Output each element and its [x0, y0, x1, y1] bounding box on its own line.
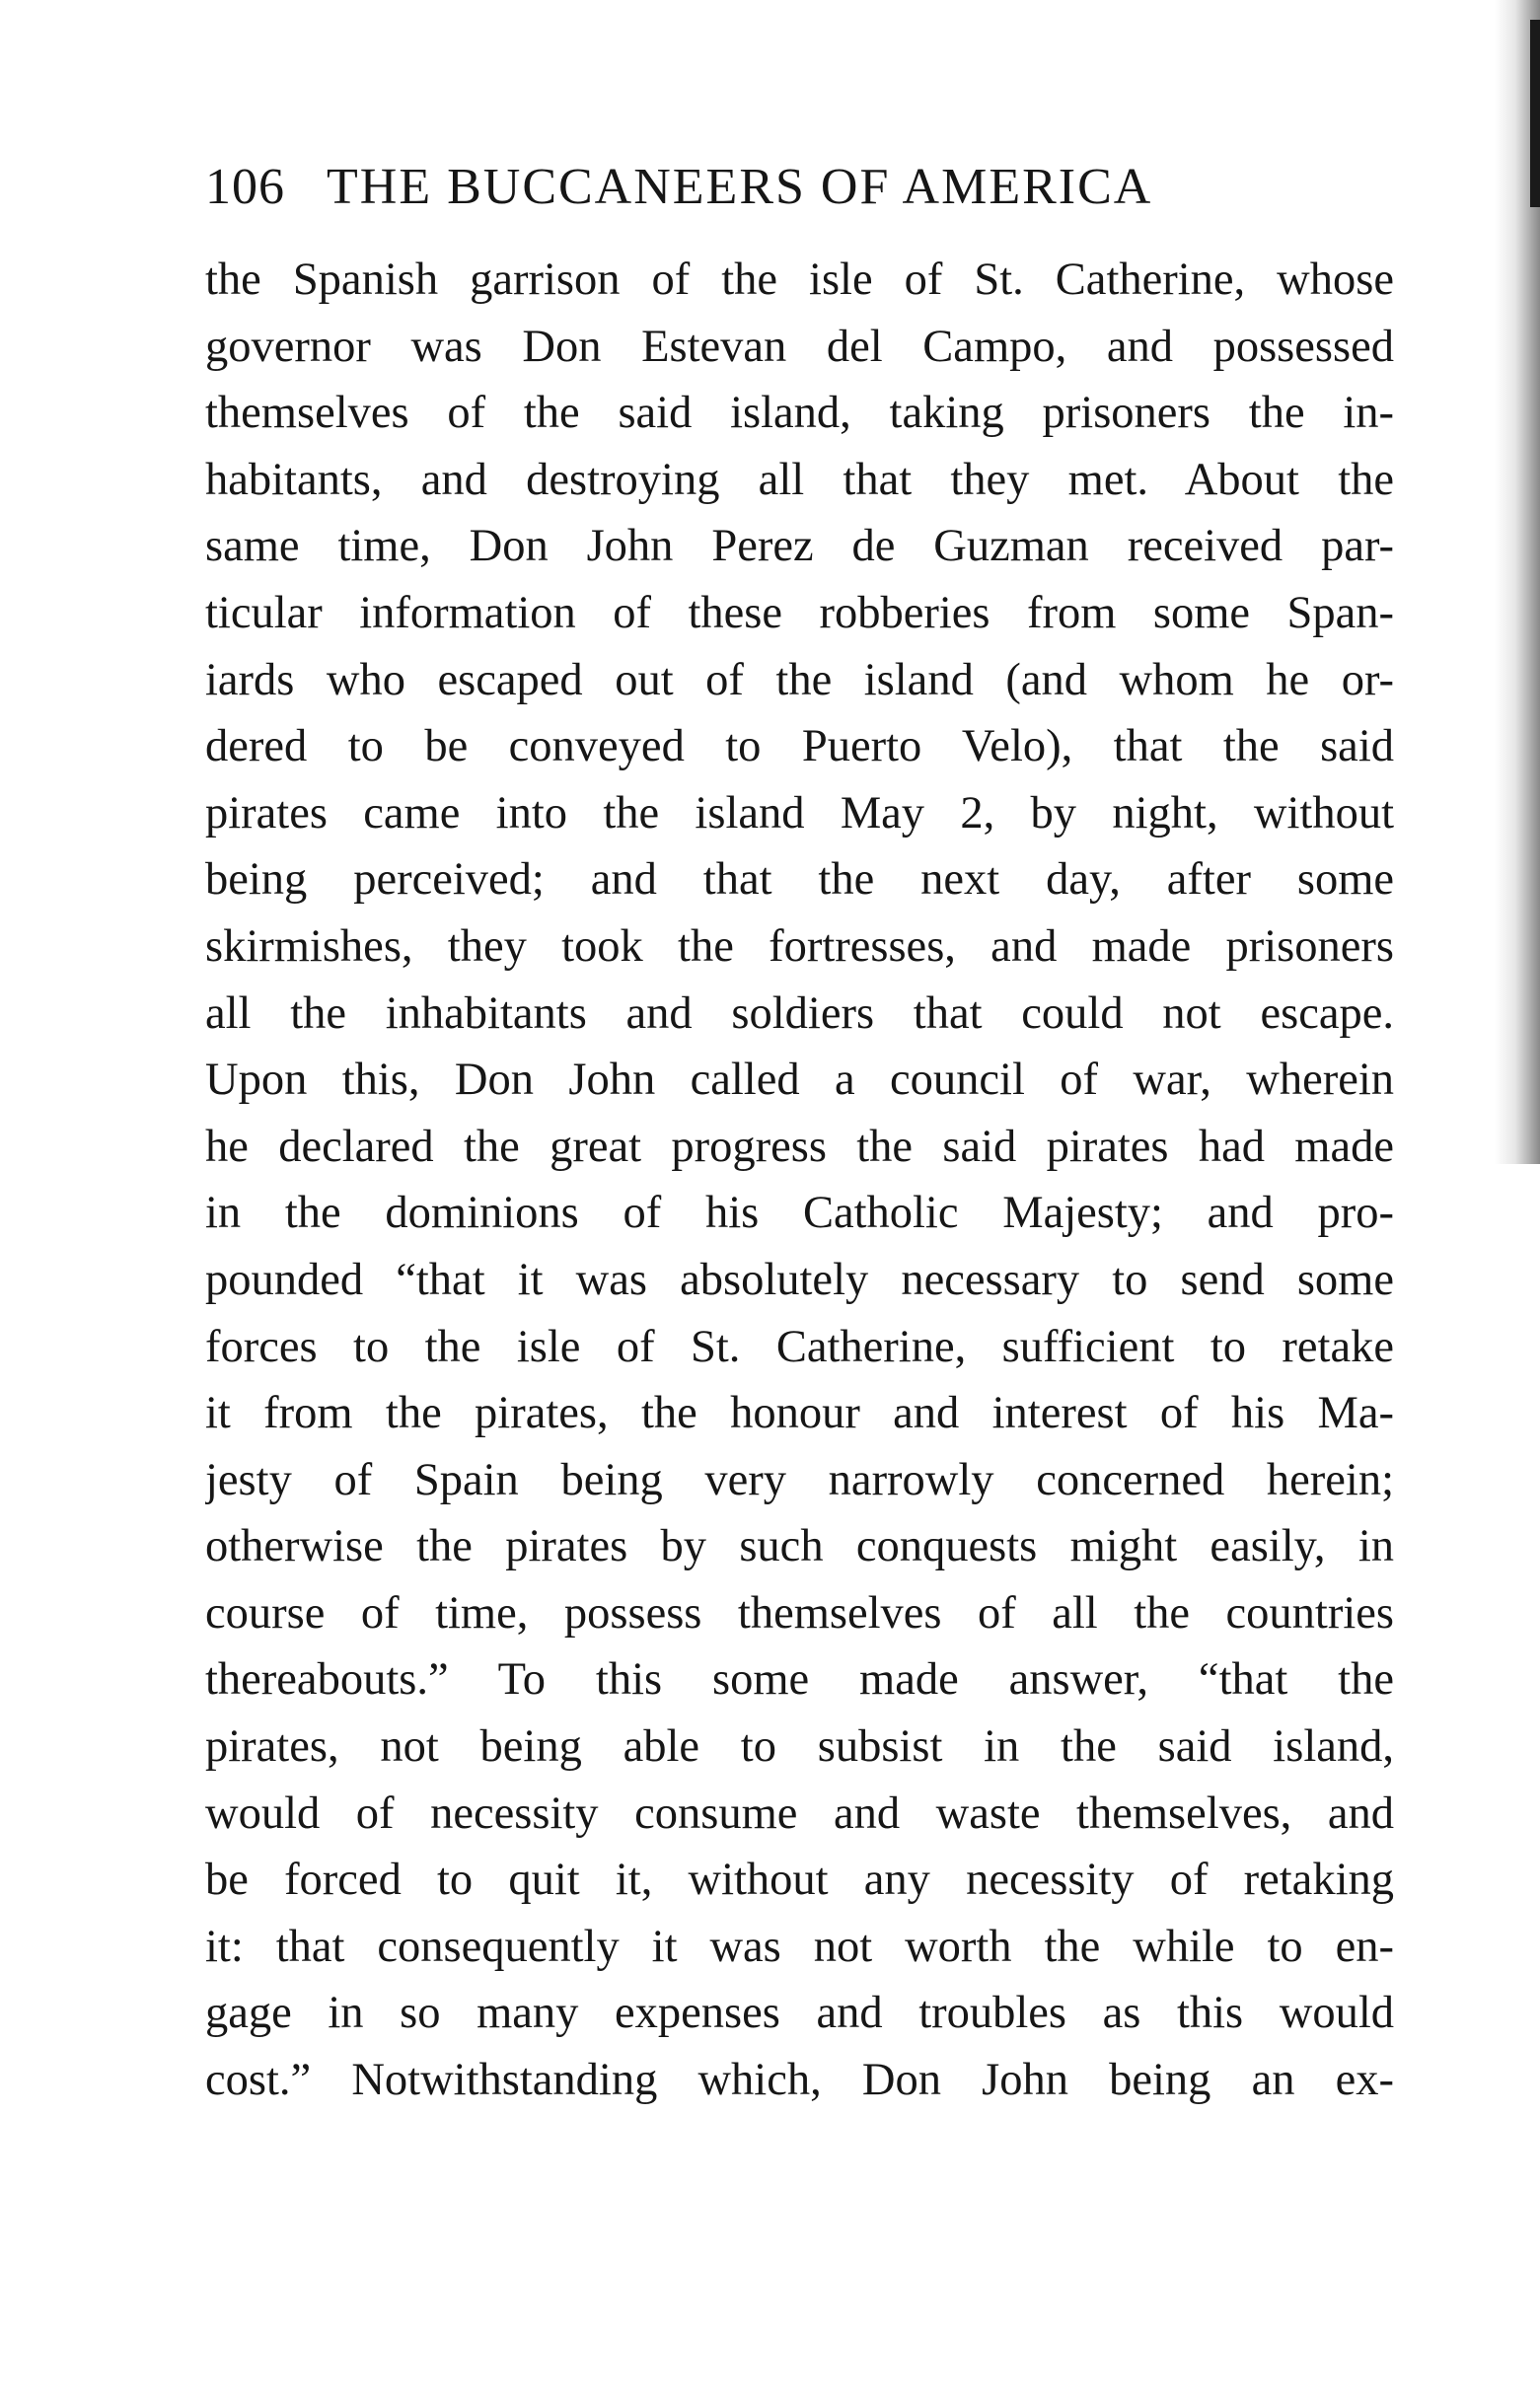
text-line: forces to the isle of St. Catherine, sufficient to retake [205, 1321, 1394, 1372]
text-line: course of time, possess themselves of all the countries [205, 1587, 1394, 1639]
text-line: pirates, not being able to subsist in the said island, [205, 1721, 1394, 1773]
text-line: pounded “that it was absolutely necessary to send some [205, 1254, 1394, 1305]
text-line: gage in so many expenses and troubles as this would [205, 1988, 1394, 2039]
page-number: 106 [205, 159, 285, 215]
text-line: all the inhabitants and soldiers that could not escape. [205, 987, 1394, 1039]
text-line: would of necessity consume and waste themselves, and [205, 1787, 1394, 1839]
running-header [205, 148, 1290, 227]
text-line: Upon this, Don John called a council of war, wherein [205, 1055, 1394, 1106]
text-line: otherwise the pirates by such conquests might easily, in [205, 1521, 1394, 1572]
text-line: same time, Don John Perez de Guzman received par- [205, 521, 1394, 572]
text-line: cost.” Notwithstanding which, Don John being an ex- [205, 2055, 1394, 2106]
text-line: dered to be conveyed to Puerto Velo), that the said [205, 721, 1394, 772]
text-line: skirmishes, they took the fortresses, and made prisoners [205, 920, 1394, 972]
text-line: in the dominions of his Catholic Majesty; and pro- [205, 1188, 1394, 1239]
text-line: habitants, and destroying all that they met. About the [205, 454, 1394, 505]
text-line: being perceived; and that the next day, after some [205, 854, 1394, 906]
running-title: THE BUCCANEERS OF AMERICA [327, 159, 1153, 215]
text-line: ticular information of these robberies from some Span- [205, 587, 1394, 638]
text-line: be forced to quit it, without any necessity of retaking [205, 1855, 1394, 1906]
body-text [205, 247, 1394, 2114]
text-line: iards who escaped out of the island (and whom he or- [205, 654, 1394, 705]
text-line: it: that consequently it was not worth the while to en- [205, 1921, 1394, 1972]
text-line: thereabouts.” To this some made answer, “that the [205, 1654, 1394, 1706]
text-line: themselves of the said island, taking prisoners the in- [205, 388, 1394, 439]
page-edge-mark [1530, 20, 1540, 207]
text-line: governor was Don Estevan del Campo, and possessed [205, 321, 1394, 372]
text-line: the Spanish garrison of the isle of St. Catherine, whose [205, 255, 1394, 305]
text-line: jesty of Spain being very narrowly concerned herein; [205, 1454, 1394, 1505]
text-line: he declared the great progress the said pirates had made [205, 1121, 1394, 1172]
text-line: it from the pirates, the honour and interest of his Ma- [205, 1388, 1394, 1439]
text-line: pirates came into the island May 2, by night, without [205, 787, 1394, 839]
